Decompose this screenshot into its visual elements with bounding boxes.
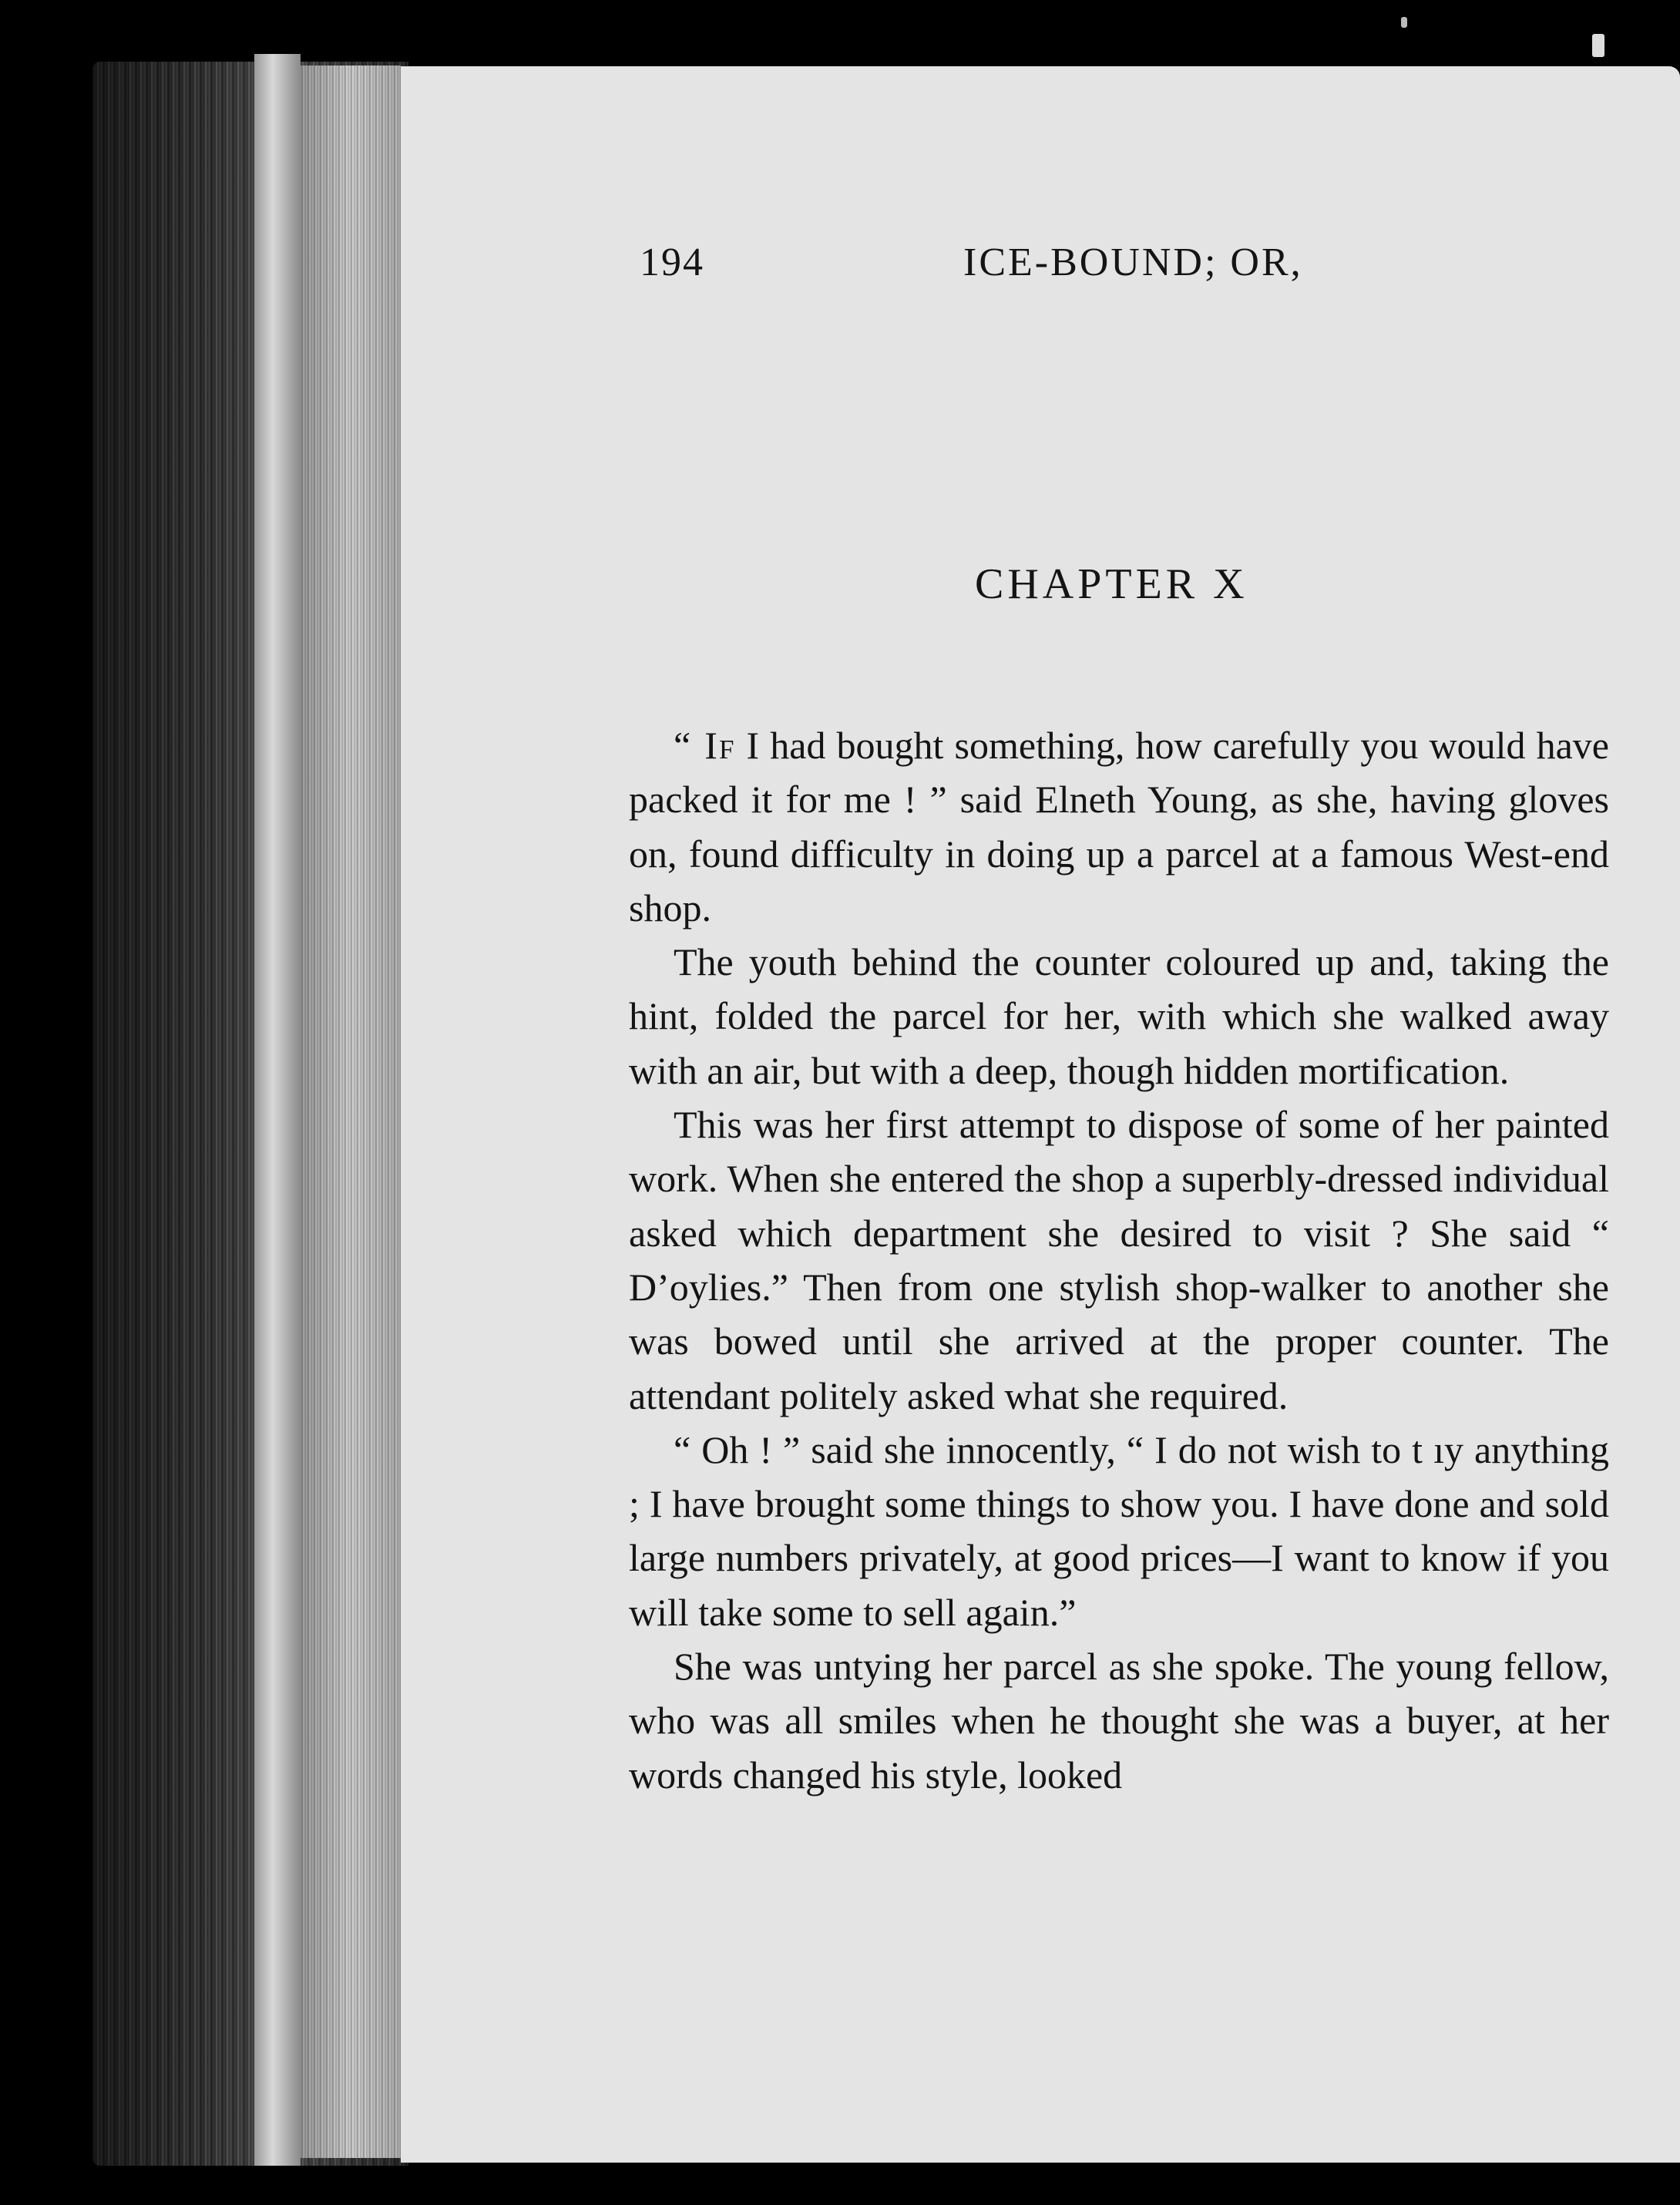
paragraph [629,1097,1609,1423]
paragraph [629,1639,1609,1802]
page-number: 194 [640,240,704,284]
paragraph-text: “ Oh ! ” said she innocently, “ I do not wish to t ıy anything ; I have brought some things to show you. I have done and sold large numbers privately, at good prices—I want to know if you will take some to sell again.” [629,1427,1609,1634]
page-edges-light-band [254,54,301,2166]
paragraph-text: She was untying her parcel as she spoke. The young fellow, who was all smiles when he thought she was a buyer, at her words changed his style, looked [629,1645,1609,1797]
paragraph [629,718,1609,935]
page-edges-fine [301,66,401,2158]
book-page [401,66,1680,2163]
body-text [629,718,1609,1802]
paragraph-text: This was her first attempt to dispose of some of her painted work. When she entered the shop a superbly-dressed individual asked which department she desired to visit ? She said “ D’oylies.” Then from one stylish shop-walker to another she was bowed until she arrived at the proper counter. The attendant politely asked what she required. [629,1103,1609,1417]
running-title: ICE-BOUND; OR, [963,240,1303,284]
paragraph [629,935,1609,1097]
paragraph-text: The youth behind the counter coloured up and, taking the hint, folded the parcel for her, with which she walked away with an air, but with a deep, though hidden mortification. [629,940,1609,1092]
page-content [401,66,1680,2163]
running-head [401,240,1680,301]
paragraph-text: I had bought something, how carefully you would have packed it for me ! ” said Elneth Young, as she, having gloves on, found difficulty in doing up a parcel at a famous West-end shop. [629,724,1609,929]
chapter-heading: CHAPTER X [975,560,1248,608]
paragraph-lead: “ If [674,724,736,767]
scan-mark [1401,17,1407,28]
scan-mark [1592,34,1604,57]
paragraph [629,1423,1609,1639]
